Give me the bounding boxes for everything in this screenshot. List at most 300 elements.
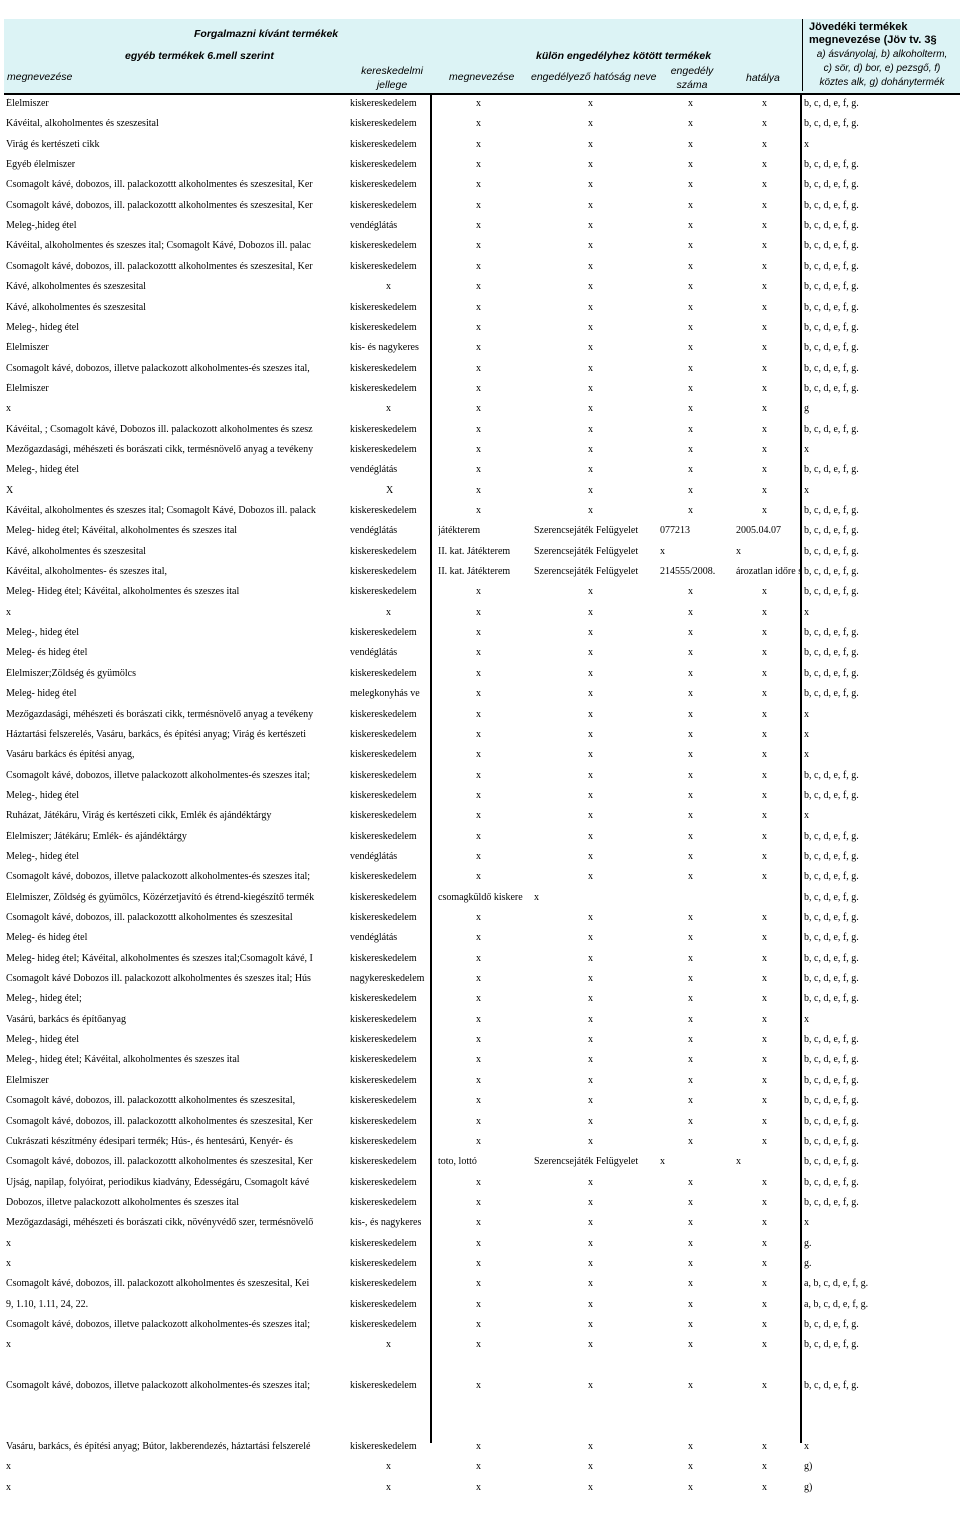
cell-hataly: x (762, 1135, 767, 1147)
cell-hataly: x (762, 301, 767, 313)
cell-jovedeki: b, c, d, e, f, g. (804, 1115, 859, 1127)
cell-engedely-szam: x (688, 199, 693, 211)
table-row (0, 444, 960, 464)
cell-jelleg: kiskereskedelem (350, 1237, 417, 1249)
cell-hatosag: x (588, 1013, 593, 1025)
cell-jovedeki: b, c, d, e, f, g. (804, 830, 859, 842)
cell-engedely-szam: x (688, 464, 693, 476)
table-row (0, 627, 960, 647)
cell-kulon-megnevezes: x (476, 728, 481, 740)
cell-jovedeki: b, c, d, e, f, g. (804, 973, 859, 985)
cell-engedely-szam: x (688, 850, 693, 862)
cell-kulon-megnevezes: x (476, 159, 481, 171)
cell-hataly: x (762, 321, 767, 333)
cell-hatosag: x (588, 1380, 593, 1392)
cell-jovedeki: x (804, 443, 809, 455)
header-egyeb: egyéb termékek 6.mell szerint (125, 50, 274, 62)
cell-engedely-szam: x (660, 545, 665, 557)
cell-jelleg: kiskereskedelem (350, 1115, 417, 1127)
cell-hataly: x (762, 403, 767, 415)
cell-kulon-megnevezes: x (476, 993, 481, 1005)
cell-engedely-szam: x (688, 240, 693, 252)
cell-megnevezes: Csomagolt kávé, dobozos, illetve palackozott alkoholmentes-és szeszes ital; (6, 1380, 311, 1392)
table-row (0, 322, 960, 342)
cell-kulon-megnevezes: x (476, 871, 481, 883)
cell-megnevezes: Meleg-, hideg étel (6, 850, 80, 862)
cell-kulon-megnevezes: x (476, 342, 481, 354)
cell-jovedeki: b, c, d, e, f, g. (804, 1074, 859, 1086)
cell-jelleg: kiskereskedelem (350, 98, 417, 109)
cell-jovedeki: b, c, d, e, f, g. (804, 1319, 859, 1330)
cell-hatosag: x (588, 1074, 593, 1086)
table-row (0, 1339, 960, 1359)
cell-megnevezes: x (6, 403, 11, 415)
cell-engedely-szam: x (688, 1481, 693, 1493)
cell-kulon-megnevezes: x (476, 973, 481, 985)
cell-jelleg: kiskereskedelem (350, 138, 417, 150)
cell-kulon-megnevezes: x (476, 586, 481, 598)
cell-kulon-megnevezes: x (476, 260, 481, 272)
cell-megnevezes: x (6, 606, 11, 618)
table-row (0, 159, 960, 179)
cell-hatosag: x (588, 464, 593, 476)
cell-hataly: x (762, 627, 767, 639)
cell-jelleg: X (386, 484, 394, 496)
jov-title-2: megnevezése (Jöv tv. 3§ (809, 34, 937, 46)
cell-kulon-megnevezes: x (476, 464, 481, 476)
cell-hatosag: x (588, 1115, 593, 1127)
cell-engedely-szam: x (688, 769, 693, 781)
cell-hataly: x (762, 932, 767, 944)
cell-jelleg: kiskereskedelem (350, 1074, 417, 1086)
cell-megnevezes: Dobozos, illetve palackozott alkoholmentes és szeszes ital (6, 1196, 239, 1208)
cell-kulon-megnevezes: x (476, 667, 481, 679)
cell-jovedeki: g) (804, 1461, 813, 1473)
cell-engedely-szam: x (688, 1176, 693, 1188)
cell-hataly: x (762, 688, 767, 700)
cell-kulon-megnevezes: II. kat. Játékterem (438, 545, 511, 557)
table-row (0, 831, 960, 851)
cell-jovedeki: x (804, 1217, 809, 1229)
cell-kulon-megnevezes: játékterem (438, 525, 481, 537)
cell-megnevezes: Meleg- hideg étel; Kávéital, alkoholmentes és szeszes ital;Csomagolt kávé, I (6, 952, 313, 964)
cell-hataly: x (762, 749, 767, 761)
cell-hatosag: x (588, 240, 593, 252)
cell-engedely-szam: x (688, 220, 693, 232)
cell-megnevezes: Ruházat, Játékáru, Virág és kertészeti cikk, Emlék és ajándéktárgy (6, 810, 272, 822)
cell-megnevezes: Csomagolt kávé, dobozos, ill. palackozottt alkoholmentes és szeszesital, Ker (6, 1156, 313, 1168)
cell-jovedeki: b, c, d, e, f, g. (804, 321, 859, 333)
cell-kulon-megnevezes: x (476, 505, 481, 516)
table-row (0, 1054, 960, 1074)
cell-engedely-szam: x (688, 912, 693, 923)
cell-kulon-megnevezes: x (476, 484, 481, 496)
cell-jelleg: x (386, 281, 391, 293)
cell-hataly: x (762, 993, 767, 1005)
cell-jovedeki: b, c, d, e, f, g. (804, 98, 859, 109)
cell-kulon-megnevezes: x (476, 1034, 481, 1046)
cell-megnevezes: Csomagolt kávé, dobozos, ill. palackozottt alkoholmentes és szeszesital (6, 912, 293, 923)
cell-kulon-megnevezes: x (476, 98, 481, 109)
table-row (0, 912, 960, 932)
table-header (4, 19, 960, 95)
cell-engedely-szam: x (688, 1054, 693, 1066)
cell-engedely-szam: x (688, 382, 693, 394)
table-row (0, 607, 960, 627)
cell-engedely-szam: x (688, 1319, 693, 1330)
table-row (0, 566, 960, 586)
cell-megnevezes: Csomagolt kávé Dobozos ill. palackozott alkoholmentes és szeszes ital; Hús (6, 973, 311, 985)
cell-jovedeki: b, c, d, e, f, g. (804, 789, 859, 801)
table-row (0, 1034, 960, 1054)
cell-megnevezes: Mezőgazdasági, méhészeti és borászati cikk, termésnövelő anyag a tevékeny (6, 708, 314, 720)
cell-engedely-szam: x (688, 1095, 693, 1107)
table-row (0, 1075, 960, 1095)
cell-jelleg: kiskereskedelem (350, 423, 417, 435)
cell-jelleg: nagykereskedelem (350, 973, 425, 985)
cell-megnevezes: Újság, napilap, folyóirat, periodikus kiadvány, Édességáru, Csomagolt kávé (6, 1176, 310, 1188)
cell-jovedeki: b, c, d, e, f, g. (804, 423, 859, 435)
cell-engedely-szam: x (688, 688, 693, 700)
cell-jelleg: vendéglátás (350, 850, 398, 862)
table-row (0, 871, 960, 891)
cell-megnevezes: Csomagolt kávé, dobozos, ill. palackozottt alkoholmentes és szeszesital, Ker (6, 199, 313, 211)
cell-megnevezes: Csomagolt kávé, dobozos, ill. palackozottt alkoholmentes és szeszesital, Ker (6, 179, 313, 191)
cell-hataly: x (762, 1461, 767, 1473)
cell-jovedeki: x (804, 810, 809, 822)
cell-jovedeki: a, b, c, d, e, f, g. (804, 1298, 869, 1310)
cell-jovedeki: x (804, 708, 809, 720)
cell-hatosag: x (588, 342, 593, 354)
table-row (0, 1177, 960, 1197)
cell-hataly: x (736, 545, 741, 557)
table-row (0, 586, 960, 606)
table-row (0, 892, 960, 912)
cell-engedely-szam: x (688, 810, 693, 822)
cell-jovedeki: b, c, d, e, f, g. (804, 1339, 859, 1351)
cell-hatosag: x (588, 1257, 593, 1269)
cell-kulon-megnevezes: x (476, 179, 481, 191)
cell-engedely-szam: x (688, 321, 693, 333)
cell-kulon-megnevezes: x (476, 1176, 481, 1188)
cell-hataly: x (762, 850, 767, 862)
cell-kulon-megnevezes: toto, lottó (438, 1156, 477, 1168)
cell-megnevezes: x (6, 1339, 11, 1351)
cell-jelleg: kiskereskedelem (350, 260, 417, 272)
cell-engedely-szam: x (688, 1380, 693, 1392)
cell-hatosag: x (588, 749, 593, 761)
table-row (0, 200, 960, 220)
cell-jovedeki: a, b, c, d, e, f, g. (804, 1278, 869, 1290)
cell-jovedeki: x (804, 484, 809, 496)
cell-jelleg: kiskereskedelem (350, 627, 417, 639)
cell-jelleg: vendéglátás (350, 220, 398, 232)
cell-jelleg: kiskereskedelem (350, 993, 417, 1005)
table-row (0, 1217, 960, 1237)
cell-megnevezes: Meleg- hideg étel; Kávéital, alkoholmentes és szeszes ital (6, 525, 238, 537)
cell-jovedeki: b, c, d, e, f, g. (804, 912, 859, 923)
table-row (0, 1380, 960, 1400)
cell-hatosag: x (588, 382, 593, 394)
cell-engedely-szam: x (688, 1034, 693, 1046)
table-row (0, 668, 960, 688)
cell-engedely-szam: x (688, 749, 693, 761)
table-row (0, 1400, 960, 1420)
cell-kulon-megnevezes: x (476, 647, 481, 659)
cell-engedely-szam: x (688, 403, 693, 415)
cell-jelleg: kiskereskedelem (350, 1380, 417, 1392)
cell-jelleg: kiskereskedelem (350, 871, 417, 883)
cell-hatosag: Szerencsejáték Felügyelet (534, 545, 639, 557)
cell-engedely-szam: x (688, 505, 693, 516)
cell-jelleg: kiskereskedelem (350, 321, 417, 333)
cell-hatosag: Szerencsejáték Felügyelet (534, 566, 639, 578)
cell-hatosag: Szerencsejáték Felügyelet (534, 525, 639, 537)
table-row (0, 363, 960, 383)
cell-hatosag: x (588, 1319, 593, 1330)
cell-hatosag: x (588, 1135, 593, 1147)
table-row (0, 1136, 960, 1156)
cell-hatosag: x (588, 1461, 593, 1473)
cell-hataly: ározatlan időre s (736, 566, 802, 578)
cell-hatosag: x (588, 220, 593, 232)
cell-hataly: x (762, 769, 767, 781)
cell-hatosag: x (588, 505, 593, 516)
cell-hataly: x (762, 179, 767, 191)
cell-engedely-szam: x (688, 1257, 693, 1269)
cell-jelleg: kiskereskedelem (350, 362, 417, 374)
cell-engedely-szam: x (688, 586, 693, 598)
cell-megnevezes: Meleg-, hideg étel (6, 1034, 80, 1046)
header-engedely: engedély (670, 65, 714, 77)
cell-kulon-megnevezes: x (476, 749, 481, 761)
cell-jovedeki: g) (804, 1481, 813, 1493)
cell-engedely-szam: x (688, 667, 693, 679)
cell-megnevezes: Vasáru, barkács, és építési anyag; Bútor, lakberendezés, háztartási felszerelé (6, 1441, 311, 1453)
cell-hataly: x (762, 464, 767, 476)
cell-megnevezes: Vasáru barkács és építési anyag, (6, 749, 135, 761)
jov-line-2: c) sör, d) bor, e) pezsgő, f) (823, 63, 941, 74)
cell-megnevezes: Meleg- és hideg étel (6, 647, 88, 659)
cell-hataly: x (762, 586, 767, 598)
cell-jelleg: melegkonyhás ve (350, 688, 420, 700)
table-row (0, 424, 960, 444)
cell-jelleg: kiskereskedelem (350, 199, 417, 211)
cell-jovedeki: b, c, d, e, f, g. (804, 1176, 859, 1188)
cell-jelleg: x (386, 1481, 391, 1493)
cell-kulon-megnevezes: x (476, 1339, 481, 1351)
cell-jelleg: kiskereskedelem (350, 749, 417, 761)
cell-jelleg: kiskereskedelem (350, 1196, 417, 1208)
cell-jelleg: vendéglátás (350, 932, 398, 944)
cell-jovedeki: b, c, d, e, f, g. (804, 1196, 859, 1208)
cell-hataly: x (762, 382, 767, 394)
cell-hatosag: x (588, 1217, 593, 1229)
cell-jelleg: kiskereskedelem (350, 566, 417, 578)
cell-engedely-szam: x (688, 932, 693, 944)
table-row (0, 647, 960, 667)
cell-hatosag: x (588, 688, 593, 700)
cell-engedely-szam: x (688, 98, 693, 109)
cell-jelleg: kiskereskedelem (350, 912, 417, 923)
cell-kulon-megnevezes: x (476, 362, 481, 374)
cell-engedely-szam: x (688, 1196, 693, 1208)
cell-hataly: x (762, 138, 767, 150)
cell-hatosag: x (588, 932, 593, 944)
cell-megnevezes: Csomagolt kávé, dobozos, ill. palackozottt alkoholmentes és szeszesital, Ker (6, 260, 313, 272)
cell-kulon-megnevezes: x (476, 1074, 481, 1086)
cell-hatosag: x (588, 830, 593, 842)
cell-hatosag: x (588, 98, 593, 109)
cell-hatosag: x (534, 891, 539, 903)
cell-jovedeki: x (804, 1441, 809, 1453)
cell-megnevezes: Háztartási felszerelés, Vasáru, barkács, és építési anyag; Virág és kertészeti (6, 728, 307, 740)
cell-hatosag: x (588, 321, 593, 333)
table-row (0, 851, 960, 871)
cell-jelleg: kiskereskedelem (350, 1013, 417, 1025)
cell-hatosag: x (588, 871, 593, 883)
cell-hataly: x (762, 159, 767, 171)
cell-hatosag: x (588, 260, 593, 272)
cell-megnevezes: Meleg- hideg étel (6, 688, 77, 700)
cell-megnevezes: Kávé, alkoholmentes és szeszesital (6, 281, 146, 293)
cell-jovedeki: b, c, d, e, f, g. (804, 627, 859, 639)
cell-hatosag: x (588, 1054, 593, 1066)
cell-hataly: x (762, 362, 767, 374)
cell-megnevezes: Mezőgazdasági, méhészeti és borászati cikk, termésnövelő anyag a tevékeny (6, 443, 314, 455)
cell-hatosag: x (588, 403, 593, 415)
cell-megnevezes: Meleg-, hideg étel (6, 464, 80, 476)
table-row (0, 1441, 960, 1461)
cell-kulon-megnevezes: x (476, 850, 481, 862)
cell-jelleg: kiskereskedelem (350, 382, 417, 394)
cell-kulon-megnevezes: x (476, 606, 481, 618)
cell-jovedeki: b, c, d, e, f, g. (804, 505, 859, 516)
cell-kulon-megnevezes: csomagküldő kiskere (438, 891, 523, 903)
cell-megnevezes: Csomagolt kávé, dobozos, illetve palackozott alkoholmentes-és szeszes ital, (6, 362, 310, 374)
cell-hataly: x (762, 606, 767, 618)
cell-megnevezes: Élelmiszer, Zöldség és gyümölcs, Közérzetjavító és étrend-kiegészítő termék (6, 891, 315, 903)
jov-line-3: köztes alk, g) dohánytermék (819, 77, 945, 88)
cell-jovedeki: b, c, d, e, f, g. (804, 1135, 859, 1147)
cell-engedely-szam: x (688, 281, 693, 293)
table-row (0, 709, 960, 729)
cell-hataly: x (762, 484, 767, 496)
cell-jelleg: kiskereskedelem (350, 891, 417, 903)
cell-megnevezes: Csomagolt kávé, dobozos, illetve palackozott alkoholmentes-és szeszes ital; (6, 769, 311, 781)
cell-engedely-szam: x (688, 708, 693, 720)
cell-jelleg: x (386, 1461, 391, 1473)
cell-jelleg: kiskereskedelem (350, 728, 417, 740)
cell-jovedeki: x (804, 749, 809, 761)
cell-engedely-szam: x (688, 138, 693, 150)
table-row (0, 98, 960, 118)
header-engedelyezo: engedélyező hatóság neve (531, 71, 657, 83)
cell-kulon-megnevezes: x (476, 1054, 481, 1066)
cell-jovedeki: b, c, d, e, f, g. (804, 342, 859, 354)
cell-jelleg: kis- és nagykeres (350, 342, 419, 354)
cell-hatosag: x (588, 1196, 593, 1208)
cell-jovedeki: b, c, d, e, f, g. (804, 1054, 859, 1066)
cell-hataly: x (762, 1319, 767, 1330)
cell-jelleg: kiskereskedelem (350, 667, 417, 679)
table-row (0, 220, 960, 240)
cell-jelleg: kiskereskedelem (350, 301, 417, 313)
cell-jelleg: kiskereskedelem (350, 769, 417, 781)
cell-engedely-szam: x (688, 423, 693, 435)
cell-megnevezes: Meleg-,hideg étel (6, 220, 77, 232)
cell-engedely-szam: 214555/2008. (660, 566, 716, 578)
table-row (0, 505, 960, 525)
cell-hatosag: x (588, 667, 593, 679)
cell-megnevezes: Meleg-, hideg étel (6, 789, 80, 801)
cell-engedely-szam: x (688, 830, 693, 842)
cell-engedely-szam: x (688, 1278, 693, 1290)
cell-jelleg: kiskereskedelem (350, 505, 417, 516)
table-row (0, 749, 960, 769)
cell-kulon-megnevezes: x (476, 1481, 481, 1493)
cell-hataly: x (762, 912, 767, 923)
cell-kulon-megnevezes: x (476, 1298, 481, 1310)
cell-jovedeki: b, c, d, e, f, g. (804, 118, 859, 130)
cell-kulon-megnevezes: x (476, 1461, 481, 1473)
cell-megnevezes: Cukrászati készítmény édesipari termék; Hús-, és hentesárú, Kenyér- és (6, 1135, 293, 1147)
cell-jovedeki: b, c, d, e, f, g. (804, 667, 859, 679)
cell-jovedeki: b, c, d, e, f, g. (804, 891, 859, 903)
table-row (0, 1116, 960, 1136)
cell-hataly: x (762, 199, 767, 211)
cell-hataly: x (762, 1074, 767, 1086)
cell-kulon-megnevezes: II. kat. Játékterem (438, 566, 511, 578)
cell-kulon-megnevezes: x (476, 403, 481, 415)
cell-kulon-megnevezes: x (476, 769, 481, 781)
cell-megnevezes: Kávéital, ; Csomagolt kávé, Dobozos ill. palackozott alkoholmentes és szesz (6, 423, 313, 435)
cell-kulon-megnevezes: x (476, 1135, 481, 1147)
cell-jelleg: kiskereskedelem (350, 1298, 417, 1310)
header-kulon: külön engedélyhez kötött termékek (536, 50, 712, 62)
table-row (0, 383, 960, 403)
table-row (0, 464, 960, 484)
cell-megnevezes: X (6, 484, 14, 496)
cell-megnevezes: Élelmiszer (6, 1074, 49, 1086)
cell-hatosag: x (588, 973, 593, 985)
table-row (0, 1014, 960, 1034)
cell-kulon-megnevezes: x (476, 199, 481, 211)
cell-jovedeki: g. (804, 1237, 812, 1249)
cell-hataly: x (762, 1278, 767, 1290)
cell-jovedeki: b, c, d, e, f, g. (804, 850, 859, 862)
cell-hataly: x (762, 1176, 767, 1188)
cell-engedely-szam: x (688, 789, 693, 801)
cell-engedely-szam: x (688, 362, 693, 374)
table-row (0, 179, 960, 199)
cell-hatosag: x (588, 443, 593, 455)
cell-jelleg: kiskereskedelem (350, 1054, 417, 1066)
cell-kulon-megnevezes: x (476, 1237, 481, 1249)
cell-megnevezes: Kávéital, alkoholmentes és szeszes ital; Csomagolt Kávé, Dobozos ill. palac (6, 240, 311, 252)
cell-jelleg: kiskereskedelem (350, 1135, 417, 1147)
cell-hataly: x (762, 789, 767, 801)
cell-engedely-szam: x (688, 1217, 693, 1229)
cell-jelleg: kiskereskedelem (350, 1095, 417, 1107)
cell-engedely-szam: x (688, 1013, 693, 1025)
cell-engedely-szam: x (688, 728, 693, 740)
cell-jovedeki: b, c, d, e, f, g. (804, 382, 859, 394)
cell-engedely-szam: x (688, 443, 693, 455)
cell-hatosag: x (588, 789, 593, 801)
cell-jovedeki: b, c, d, e, f, g. (804, 362, 859, 374)
cell-jelleg: kiskereskedelem (350, 118, 417, 130)
